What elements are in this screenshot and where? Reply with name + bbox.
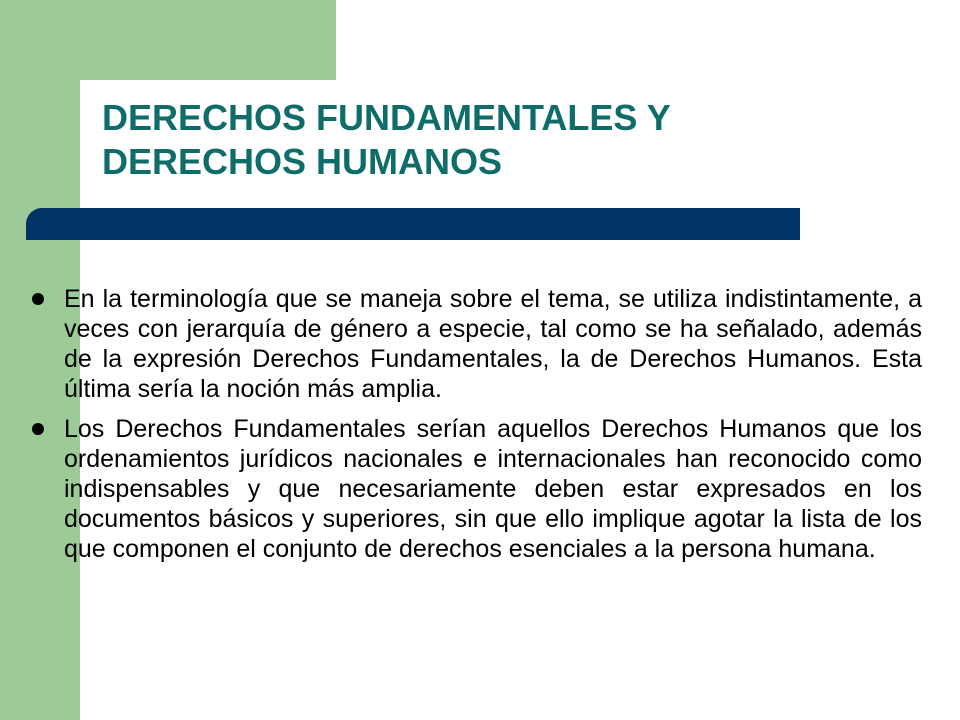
bullet-item — [32, 414, 922, 564]
bullet-list — [32, 284, 922, 574]
slide-title-line-1: DERECHOS FUNDAMENTALES Y — [102, 97, 671, 138]
title-underline-bar-tail — [26, 224, 66, 240]
bullet-dot-icon — [32, 293, 44, 305]
bullet-item — [32, 284, 922, 404]
title-underline-bar — [26, 208, 800, 240]
bullet-dot-icon — [32, 423, 44, 435]
bullet-text: Los Derechos Fundamentales serían aquellos Derechos Humanos que los ordenamientos jurídicos nacionales e internacionales han reconocido como indispensables y que necesariamente deben estar expresados en los documentos básicos y superiores, sin que ello implique agotar la lista de los que componen el conjunto de derechos esenciales a la persona humana. — [64, 415, 922, 563]
bullet-text: En la terminología que se maneja sobre el tema, se utiliza indistintamente, a veces con jerarquía de género a especie, tal como se ha señalado, además de la expresión Derechos Fundamentales, la de Derechos Humanos. Esta última sería la noción más amplia. — [64, 285, 922, 403]
slide-title — [102, 96, 882, 184]
slide-title-line-2: DERECHOS HUMANOS — [102, 141, 503, 182]
